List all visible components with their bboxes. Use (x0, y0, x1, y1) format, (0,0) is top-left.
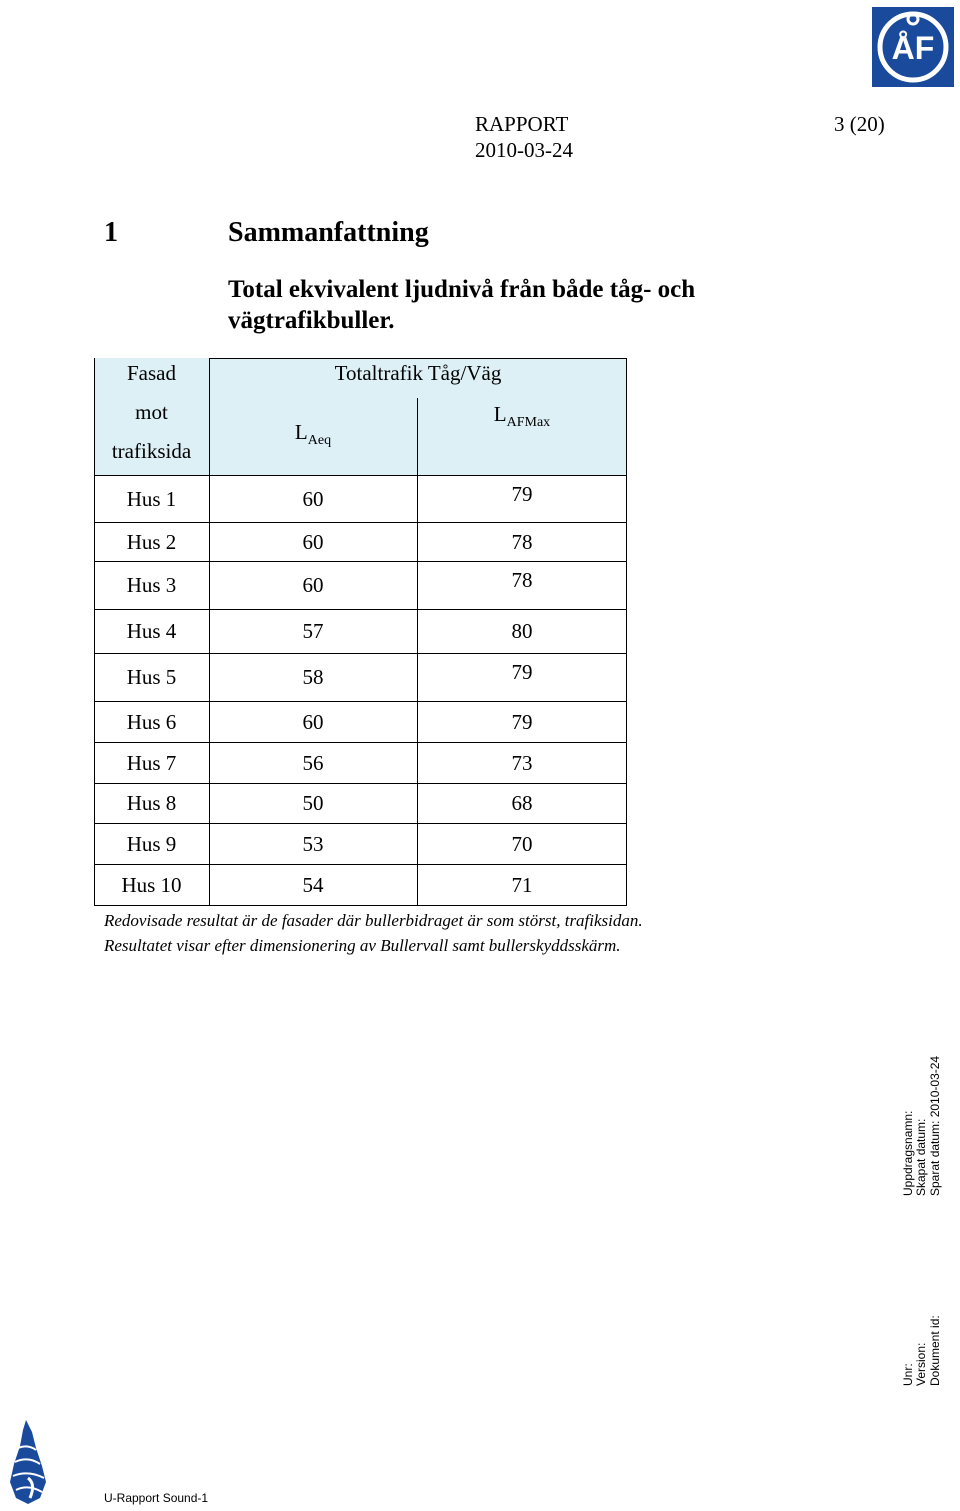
lafmax-cell: 78 (511, 529, 533, 554)
table-row (94, 522, 627, 561)
af-logo (872, 7, 954, 87)
footer-template-name: U-Rapport Sound-1 (104, 1491, 209, 1505)
table-row (94, 701, 627, 742)
house-cell: Hus 1 (126, 487, 177, 511)
laeq-cell: 57 (302, 619, 324, 643)
table-note (104, 908, 643, 958)
table-row (94, 609, 627, 653)
lafmax-cell: 71 (511, 872, 533, 897)
laeq-cell: 54 (302, 872, 324, 897)
report-label: RAPPORT (475, 112, 569, 136)
table-row (94, 864, 627, 905)
house-cell: Hus 8 (126, 791, 177, 815)
fasad-header-line1: Fasad (127, 361, 176, 385)
note-line-1: Redovisade resultat är de fasader där bullerbidraget är som störst, trafiksidan. (104, 911, 643, 930)
house-cell: Hus 3 (126, 573, 177, 597)
laeq-cell: 60 (302, 709, 324, 734)
laeq-cell: 50 (302, 791, 324, 815)
laeq-cell: 56 (302, 750, 324, 775)
lafmax-cell: 68 (511, 791, 533, 815)
lafmax-cell: 80 (511, 619, 533, 643)
house-cell: Hus 6 (126, 709, 177, 734)
section-subtitle: Total ekvivalent ljudnivå från både tåg- och vägtrafikbuller. (228, 276, 696, 334)
shell-logo-icon (6, 1418, 50, 1506)
meta-sparat: Sparat datum: 2010-03-24 (928, 1055, 942, 1196)
laeq-cell: 60 (302, 487, 324, 511)
lafmax-cell: 79 (511, 660, 533, 684)
laeq-cell: 60 (302, 573, 324, 597)
table-row (94, 742, 627, 783)
lafmax-cell: 79 (511, 482, 533, 506)
house-cell: Hus 4 (126, 619, 177, 643)
laeq-header: $L_{Aeq}$ (294, 420, 332, 449)
fasad-header-line3: trafiksida (111, 439, 192, 463)
lafmax-cell: 78 (511, 568, 533, 592)
meta-skapat: Skapat datum: (914, 1118, 928, 1196)
house-cell: Hus 10 (121, 872, 182, 897)
laeq-cell: 53 (302, 831, 324, 856)
meta-dokument: Dokument id: (928, 1315, 942, 1386)
report-date: 2010-03-24 (475, 138, 573, 162)
group-header: Totaltrafik Tåg/Väg (334, 361, 502, 385)
page-number: 3 (20) (834, 112, 885, 136)
meta-uppdragsnamn: Uppdragsnamn: (901, 1110, 915, 1196)
table-row (94, 783, 627, 823)
logo-text: ÅF (891, 30, 935, 66)
table-row (94, 823, 627, 864)
meta-unr: Unr: (901, 1363, 915, 1386)
fasad-header-line2: mot (135, 400, 168, 424)
noise-level-table (94, 358, 627, 906)
table-row (94, 561, 627, 609)
laeq-cell: 58 (302, 665, 324, 689)
lafmax-header: $L_{AFMax}$ (493, 402, 551, 431)
house-cell: Hus 2 (126, 529, 177, 554)
laeq-cell: 60 (302, 529, 324, 554)
meta-version: Version: (914, 1342, 928, 1386)
section-title: Sammanfattning (228, 217, 429, 248)
lafmax-cell: 70 (511, 831, 533, 856)
house-cell: Hus 5 (126, 665, 177, 689)
section-number: 1 (104, 217, 118, 248)
note-line-2: Resultatet visar efter dimensionering av Bullervall samt bullerskyddsskärm. (104, 936, 621, 955)
house-cell: Hus 7 (126, 750, 177, 775)
lafmax-cell: 79 (511, 709, 533, 734)
table-row (94, 653, 627, 701)
lafmax-cell: 73 (511, 750, 533, 775)
house-cell: Hus 9 (126, 831, 177, 856)
table-row (94, 476, 627, 522)
